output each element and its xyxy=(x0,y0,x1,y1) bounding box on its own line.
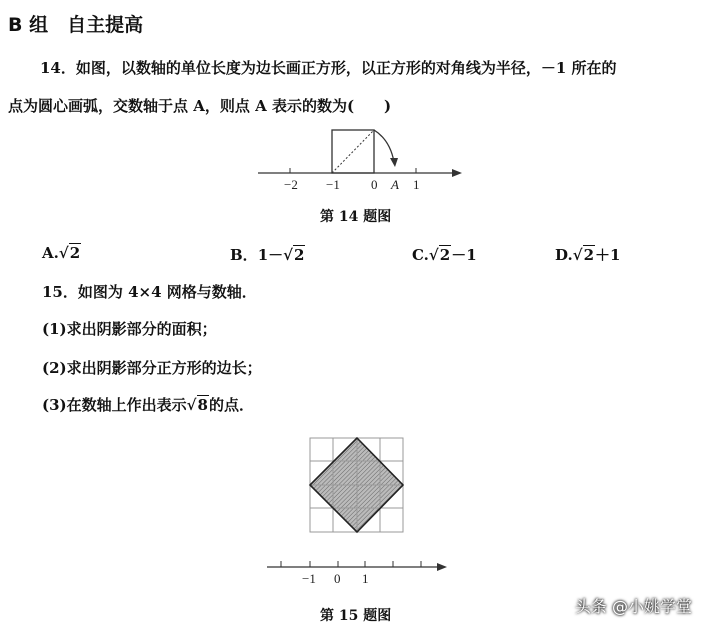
q14-line2: 点为圆心画弧，交数轴于点 A，则点 A 表示的数为( ) xyxy=(8,97,392,115)
q15-part3: (3)在数轴上作出表示√8的点． xyxy=(42,396,254,414)
tick-label: 1 xyxy=(362,571,369,586)
radicand: 2 xyxy=(69,244,81,262)
q15-part1: (1)求出阴影部分的面积； xyxy=(42,320,217,338)
tick-label: A xyxy=(391,177,399,192)
radicand: 2 xyxy=(439,246,451,264)
q14-line1: 14．如图，以数轴的单位长度为边长画正方形，以正方形的对角线为半径，－1 所在的 xyxy=(40,59,617,77)
radicand: 2 xyxy=(583,246,594,264)
figure-15-caption: 第 15 题图 xyxy=(320,608,392,624)
section-heading: B 组 自主提高 xyxy=(8,14,144,36)
option-label: B． xyxy=(230,246,258,264)
option-suffix: －1 xyxy=(451,246,477,264)
option-label: A. xyxy=(42,244,59,262)
ticks xyxy=(281,561,421,567)
option-prefix: 1－ xyxy=(257,246,284,264)
tick-label: 0 xyxy=(334,571,341,586)
option-b[interactable]: B．1－√2 xyxy=(230,246,305,264)
tick-label: −1 xyxy=(302,571,316,586)
q15-line1: 15．如图为 4×4 网格与数轴． xyxy=(42,283,257,301)
figure-14 xyxy=(258,130,462,192)
option-d[interactable]: D.√2＋1 xyxy=(555,246,621,264)
option-label: C. xyxy=(412,246,429,264)
tick-label: −1 xyxy=(326,177,340,192)
arrow-icon xyxy=(437,563,447,571)
q15-part2: (2)求出阴影部分正方形的边长； xyxy=(42,359,262,377)
option-label: D. xyxy=(555,246,573,264)
tick-label: −2 xyxy=(284,177,298,192)
option-suffix: ＋1 xyxy=(595,246,621,264)
grid xyxy=(310,438,403,532)
part3-text-end: 的点． xyxy=(208,396,254,414)
watermark: 头条 @小姚学堂 xyxy=(574,597,692,616)
arc xyxy=(374,130,394,162)
radicand: 2 xyxy=(293,246,305,264)
arc-arrow-icon xyxy=(390,158,398,167)
tick-label: 0 xyxy=(371,177,378,192)
tick-label: 1 xyxy=(413,177,420,192)
radicand: 8 xyxy=(197,396,208,414)
diagonal xyxy=(332,130,374,173)
arrow-icon xyxy=(452,169,462,177)
option-c[interactable]: C.√2－1 xyxy=(412,246,477,264)
part3-text: (3)在数轴上作出表示 xyxy=(42,396,187,414)
option-a[interactable]: A.√2 xyxy=(42,244,81,262)
figure-15 xyxy=(267,438,447,586)
figure-14-caption: 第 14 题图 xyxy=(320,209,392,225)
